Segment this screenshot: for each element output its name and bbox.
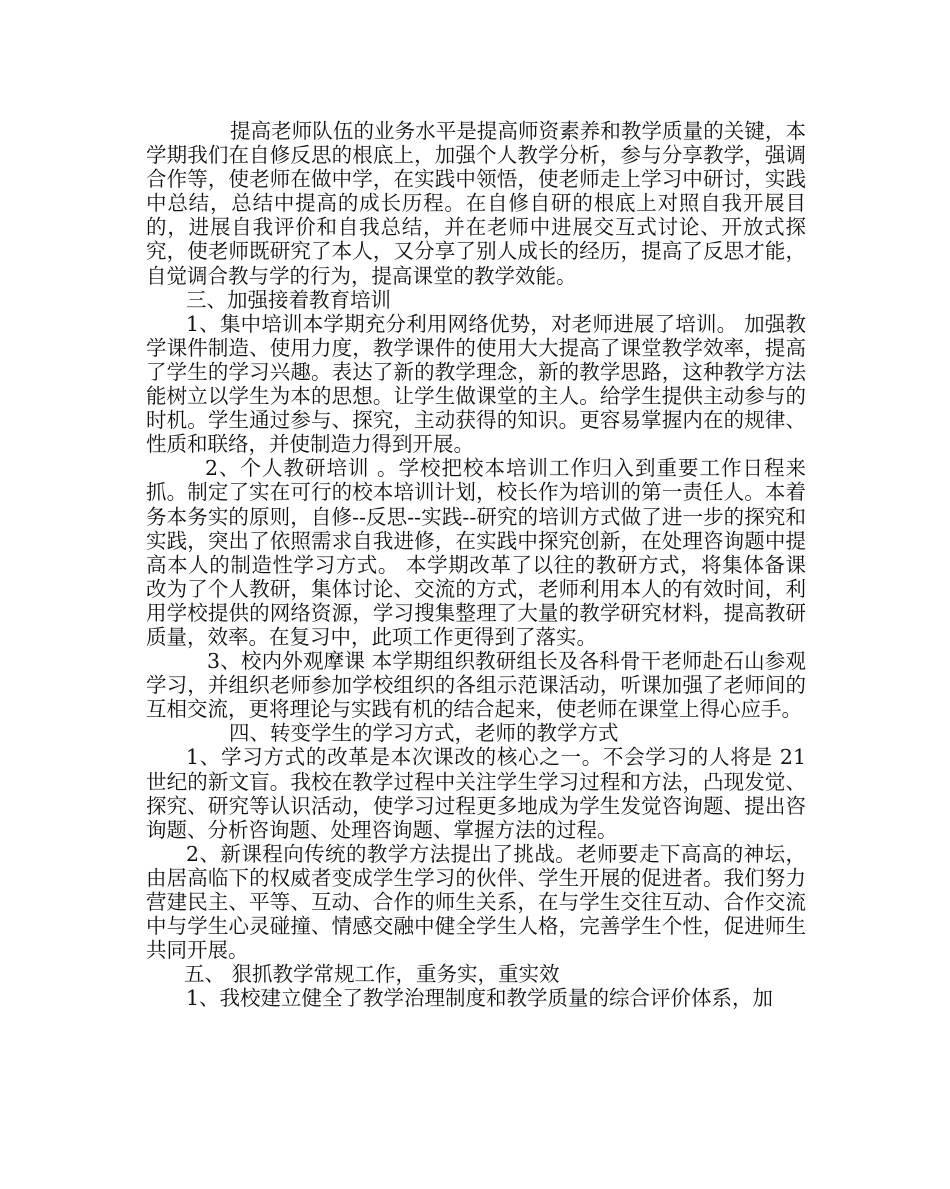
document-page (146, 119, 806, 1010)
heading-section-three: 三、加强接着教育培训 (186, 287, 391, 312)
paragraph-new-curriculum: 2、新课程向传统的教学方法提出了挑战。老师要走下高高的神坛，由居高临下的权威者变成学生学习的伙伴、学生开展的促进者。我们努力营建民主、平等、互动、合作的师生关系，在与学生交往互动、合作交流中与学生心灵碰撞、情感交融中健全学生人格，完善学生个性，促进师生共同开展。 (146, 841, 806, 963)
paragraph-learning-reform: 1、学习方式的改革是本次课改的核心之一。不会学习的人将是 21 世纪的新文盲。我校在教学过程中关注学生学习过程和方法，凸现发觉、探究、研究等认识活动，使学习过程更多地成为学生发觉咨询题、提出咨询题、分析咨询题、处理咨询题、掌握方法的过程。 (146, 745, 806, 842)
paragraph-management-system: 1、我校建立健全了教学治理制度和教学质量的综合评价体系，加 (186, 986, 774, 1011)
paragraph-observation-lessons: 3、校内外观摩课 本学期组织教研组长及各科骨干老师赴石山参观学习，并组织老师参加学校组织的各组示范课活动，听课加强了老师间的互相交流，更将理论与实践有机的结合起来，使老师在课堂上得心应手。 (146, 649, 806, 722)
paragraph-teacher-quality: 提高老师队伍的业务水平是提高师资素养和教学质量的关键，本学期我们在自修反思的根底上，加强个人教学分析，参与分享教学，强调合作等，使老师在做中学，在实践中领悟，使老师走上学习中研讨，实践中总结，总结中提高的成长历程。在自修自研的根底上对照自我开展目的，进展自我评价和自我总结，并在老师中进展交互式讨论、开放式探究，使老师既研究了本人，又分享了别人成长的经历，提高了反思才能，自觉调合教与学的行为，提高课堂的教学效能。 (146, 119, 806, 288)
paragraph-centralized-training: 1、集中培训本学期充分利用网络优势，对老师进展了培训。 加强教学课件制造、使用力度，教学课件的使用大大提高了课堂教学效率，提高了学生的学习兴趣。表达了新的教学理念，新的教学思路，这种教学方法能树立以学生为本的思想。让学生做课堂的主人。给学生提供主动参与的时机。学生通过参与、探究，主动获得的知识。更容易掌握内在的规律、性质和联络，并使制造力得到开展。 (146, 311, 806, 457)
paragraph-individual-research: 2、个人教研培训 。学校把校本培训工作归入到重要工作日程来抓。制定了实在可行的校本培训计划，校长作为培训的第一责任人。本着务本务实的原则，自修--反思--实践--研究的培训方式做了进一步的探究和实践，突出了依照需求自我进修，在实践中探究创新，在处理咨询题中提高本人的制造性学习方式。 本学期改革了以往的教研方式，将集体备课改为了个人教研，集体讨论、交流的方式，老师利用本人的有效时间，利用学校提供的网络资源，学习搜集整理了大量的教学研究材料，提高教研质量，效率。在复习中，此项工作更得到了落实。 (146, 456, 806, 649)
heading-section-four: 四、转变学生的学习方式，老师的教学方式 (229, 721, 619, 746)
heading-section-five: 五、 狠抓教学常规工作，重务实，重实效 (184, 962, 560, 987)
